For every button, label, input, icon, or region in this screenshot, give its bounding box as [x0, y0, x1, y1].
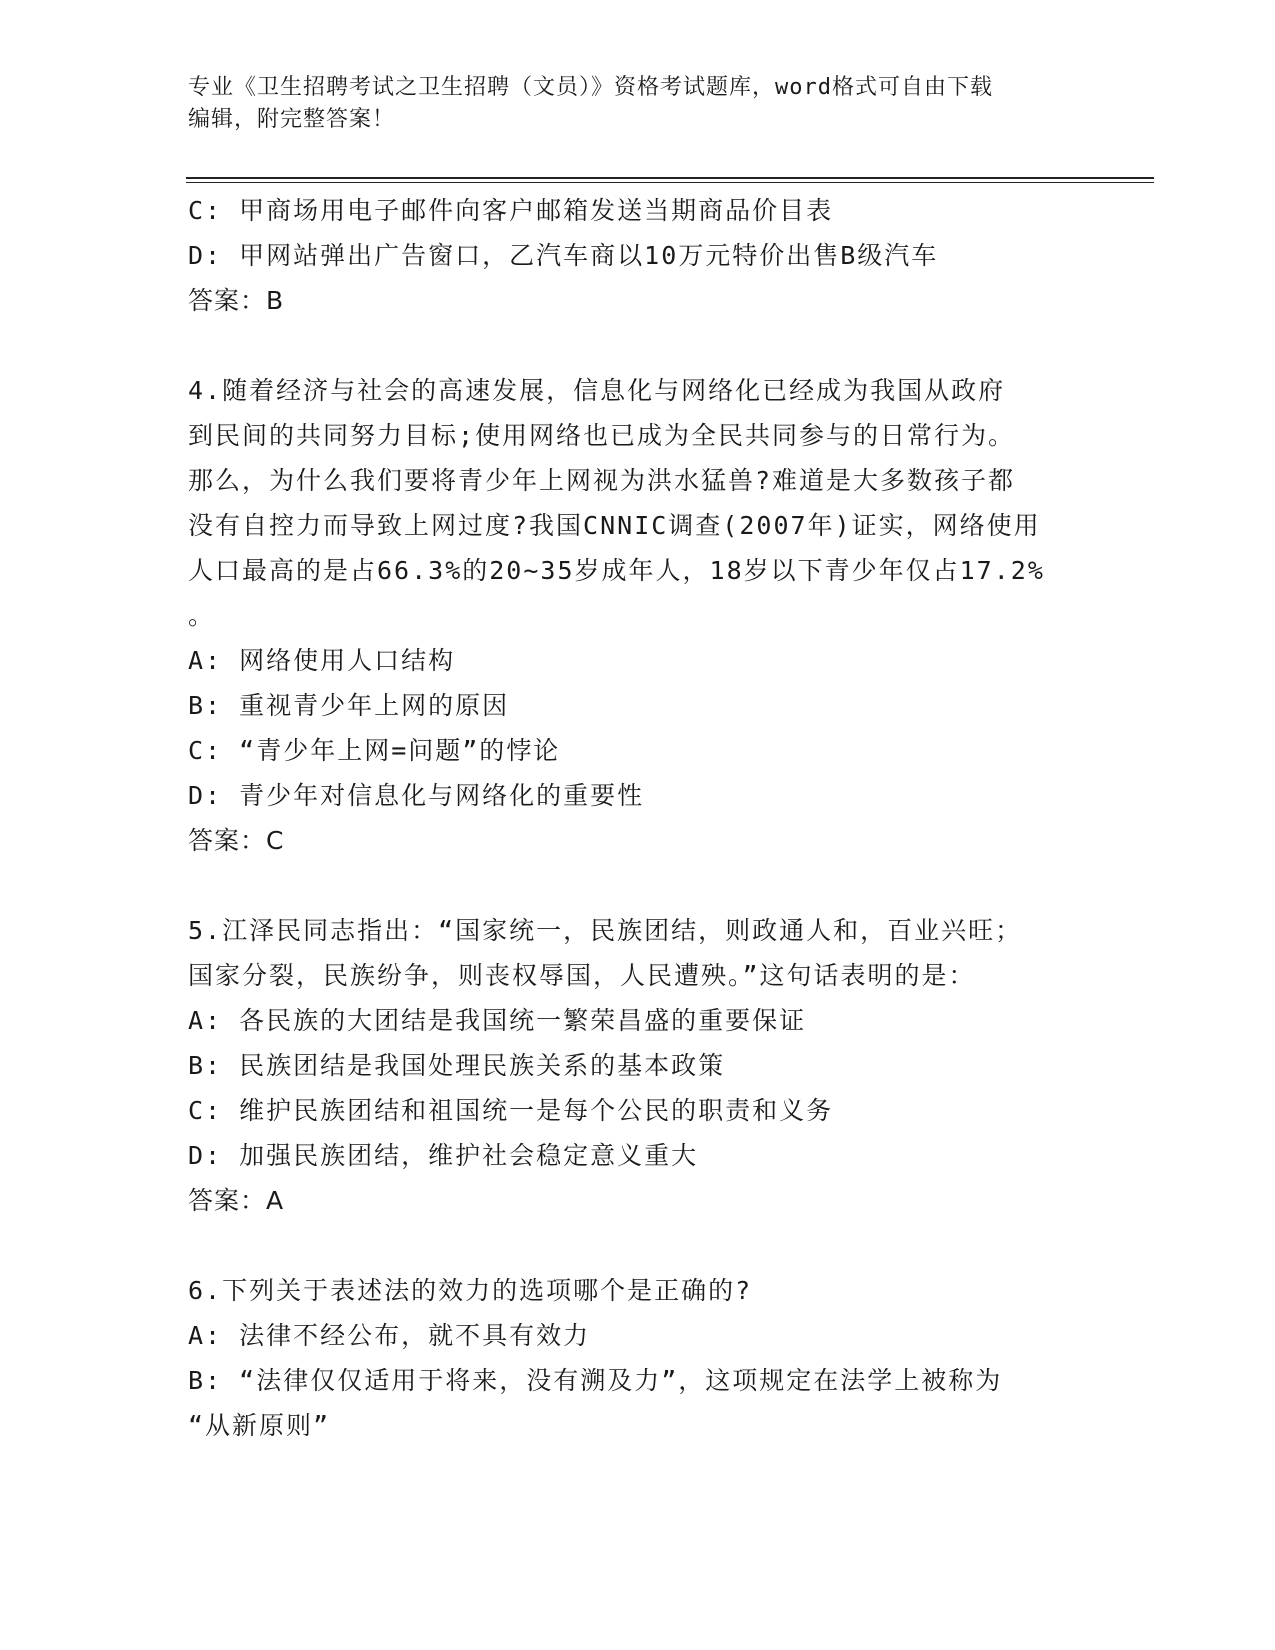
question-4 [188, 368, 1088, 863]
question-text-line: 5.江泽民同志指出：“国家统一，民族团结，则政通人和，百业兴旺； [188, 916, 1023, 945]
question-text-line: 国家分裂，民族纷争，则丧权辱国，人民遭殃。”这句话表明的是： [188, 961, 976, 990]
header-rule-thick [186, 177, 1154, 179]
answer: 答案：A [188, 1186, 285, 1215]
option-c: C: 维护民族团结和祖国统一是每个公民的职责和义务 [188, 1096, 834, 1125]
question-text-line: 6.下列关于表述法的效力的选项哪个是正确的? [188, 1276, 753, 1305]
spacer [188, 1223, 1088, 1268]
spacer [188, 323, 1088, 368]
question-5 [188, 908, 1088, 1223]
option-c: C: 甲商场用电子邮件向客户邮箱发送当期商品价目表 [188, 196, 834, 225]
option-b: B: 民族团结是我国处理民族关系的基本政策 [188, 1051, 726, 1080]
option-a: A: 网络使用人口结构 [188, 646, 456, 675]
question-text-line: 。 [188, 601, 216, 630]
header-line-2: 编辑，附完整答案！ [188, 107, 396, 132]
document-header [188, 72, 1068, 136]
option-d: D: 加强民族团结，维护社会稳定意义重大 [188, 1141, 699, 1170]
question-text-line: 4.随着经济与社会的高速发展，信息化与网络化已经成为我国从政府 [188, 376, 1006, 405]
option-b-line: “从新原则” [188, 1411, 331, 1440]
question-text-line: 那么，为什么我们要将青少年上网视为洪水猛兽?难道是大多数孩子都 [188, 466, 1016, 495]
header-line-1: 专业《卫生招聘考试之卫生招聘（文员）》资格考试题库，word格式可自由下载 [188, 75, 993, 100]
answer: 答案：B [188, 286, 285, 315]
document-body [188, 188, 1088, 1448]
option-a: A: 法律不经公布，就不具有效力 [188, 1321, 591, 1350]
prev-question [188, 188, 1088, 323]
option-d: D: 甲网站弹出广告窗口，乙汽车商以10万元特价出售B级汽车 [188, 241, 939, 270]
question-6 [188, 1268, 1088, 1448]
option-b-line: B: “法律仅仅适用于将来，没有溯及力”，这项规定在法学上被称为 [188, 1366, 1003, 1395]
question-text-line: 到民间的共同努力目标;使用网络也已成为全民共同参与的日常行为。 [188, 421, 1016, 450]
option-a: A: 各民族的大团结是我国统一繁荣昌盛的重要保证 [188, 1006, 807, 1035]
spacer [188, 863, 1088, 908]
option-d: D: 青少年对信息化与网络化的重要性 [188, 781, 645, 810]
question-text-line: 没有自控力而导致上网过度?我国CNNIC调查(2007年)证实，网络使用 [188, 511, 1041, 540]
question-text-line: 人口最高的是占66.3%的20~35岁成年人，18岁以下青少年仅占17.2% [188, 556, 1045, 585]
header-rule-thin [186, 182, 1154, 183]
option-c: C: “青少年上网=问题”的悖论 [188, 736, 561, 765]
answer: 答案：C [188, 826, 285, 855]
option-b: B: 重视青少年上网的原因 [188, 691, 510, 720]
